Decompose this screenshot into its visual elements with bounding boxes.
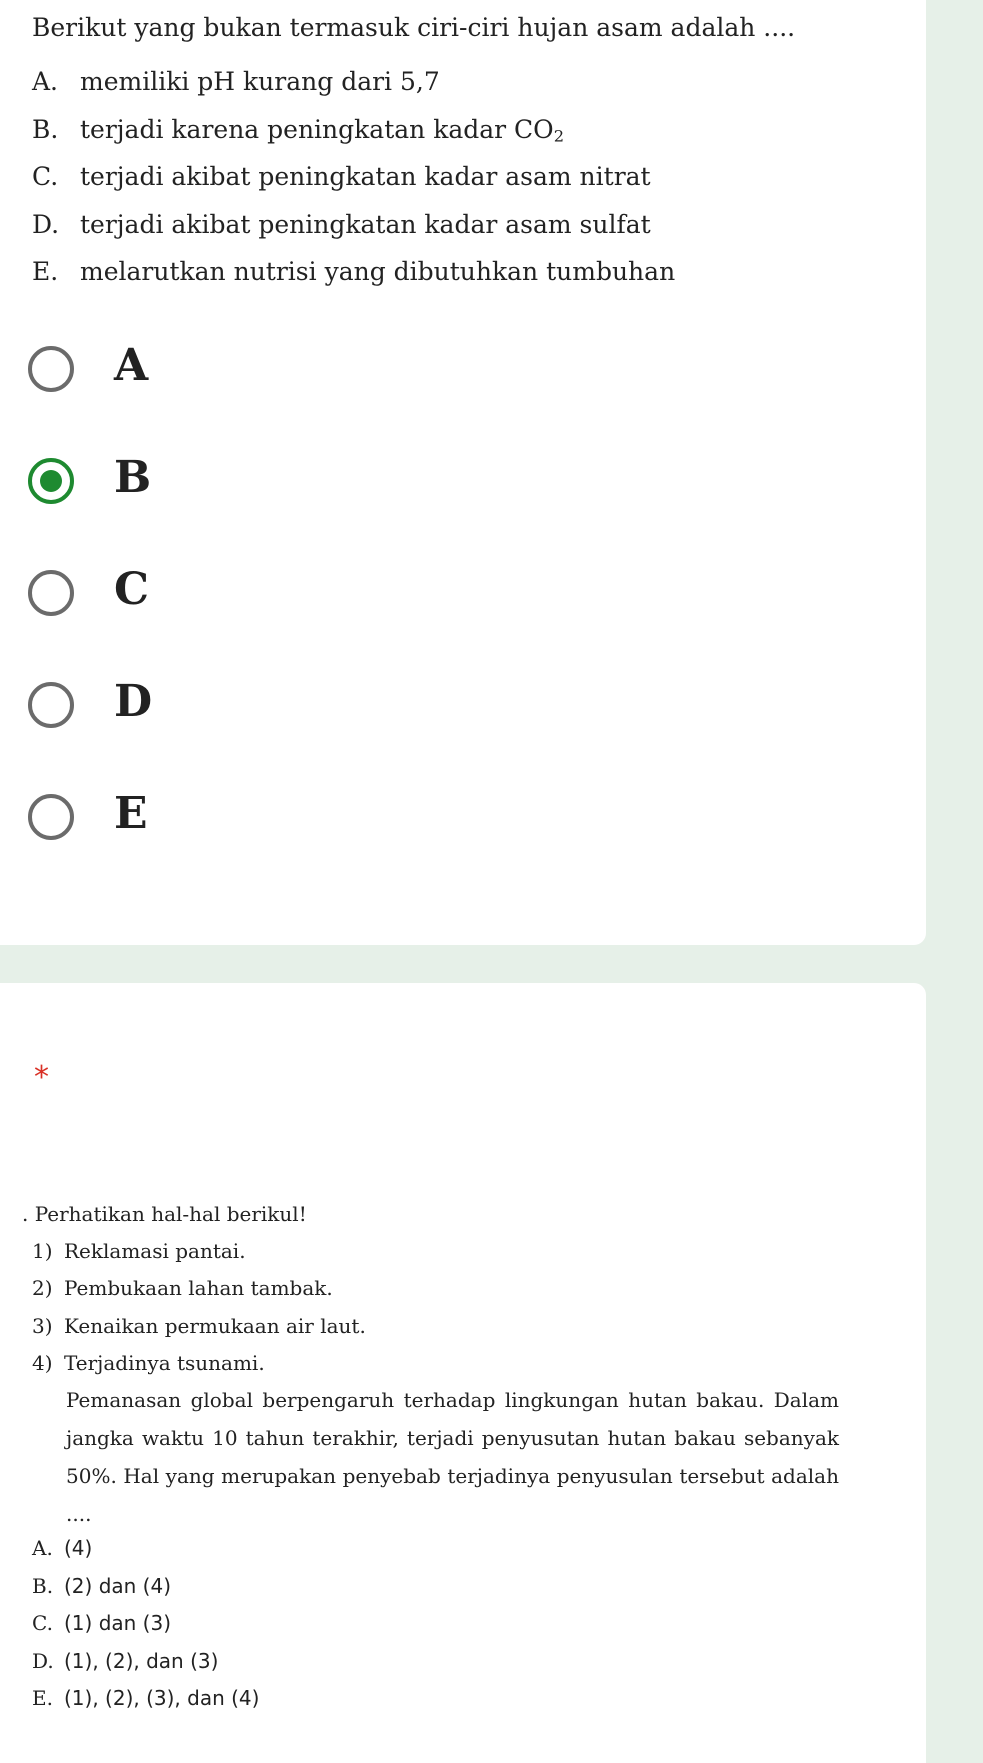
radio-button-a[interactable] — [28, 346, 74, 392]
choice-label-b: B — [114, 452, 152, 503]
statement-item: 2) Pembukaan lahan tambak. — [32, 1276, 333, 1301]
question-text: Berikut yang bukan termasuk ciri-ciri hujan asam adalah .... — [32, 13, 796, 42]
option-b: B. terjadi karena peningkatan kadar $CO_2$ — [32, 114, 565, 145]
statement-list — [32, 1233, 366, 1382]
statement-item: 1) Reklamasi pantai. — [32, 1239, 246, 1263]
option-d: D. (1), (2), dan (3) — [32, 1648, 219, 1673]
radio-selected-dot — [40, 470, 62, 492]
option-c: C. (1) dan (3) — [32, 1611, 172, 1635]
radio-button-e[interactable] — [28, 794, 74, 840]
radio-button-d[interactable] — [28, 682, 74, 728]
question-options-list — [32, 1530, 259, 1718]
question-paragraph: Pemanasan global berpengaruh terhadap lingkungan hutan bakau. Dalam jangka waktu 10 tahun terakhir, terjadi penyusutan hutan bakau sebanyak 50%. Hal yang merupakan penyebab terjadinya penyusulan tersebut adalah .... — [66, 1388, 839, 1526]
choice-label-a: A — [114, 340, 149, 391]
option-d: D. terjadi akibat peningkatan kadar asam sulfat — [32, 209, 651, 239]
option-b: B. (2) dan (4) — [32, 1573, 172, 1598]
option-a: A. memiliki pH kurang dari 5,7 — [32, 67, 440, 96]
radio-button-c[interactable] — [28, 570, 74, 616]
question-options-list — [32, 58, 675, 296]
required-mark: * — [34, 1060, 49, 1095]
statement-item: 3) Kenaikan permukaan air laut. — [32, 1313, 366, 1338]
co2-subscript: 2 — [553, 125, 565, 145]
radio-button-b[interactable] — [28, 458, 74, 504]
statement-item: 4) Terjadinya tsunami. — [32, 1350, 265, 1375]
choice-label-c: C — [114, 564, 150, 615]
question-intro: . Perhatikan hal-hal berikul! — [22, 1202, 307, 1226]
option-a: A. (4) — [32, 1536, 93, 1560]
choice-label-d: D — [114, 676, 153, 727]
option-c: C. terjadi akibat peningkatan kadar asam nitrat — [32, 162, 651, 191]
option-e: E. melarutkan nutrisi yang dibutuhkan tumbuhan — [32, 257, 676, 286]
choice-label-e: E — [114, 788, 148, 839]
option-e: E. (1), (2), (3), dan (4) — [32, 1686, 260, 1710]
